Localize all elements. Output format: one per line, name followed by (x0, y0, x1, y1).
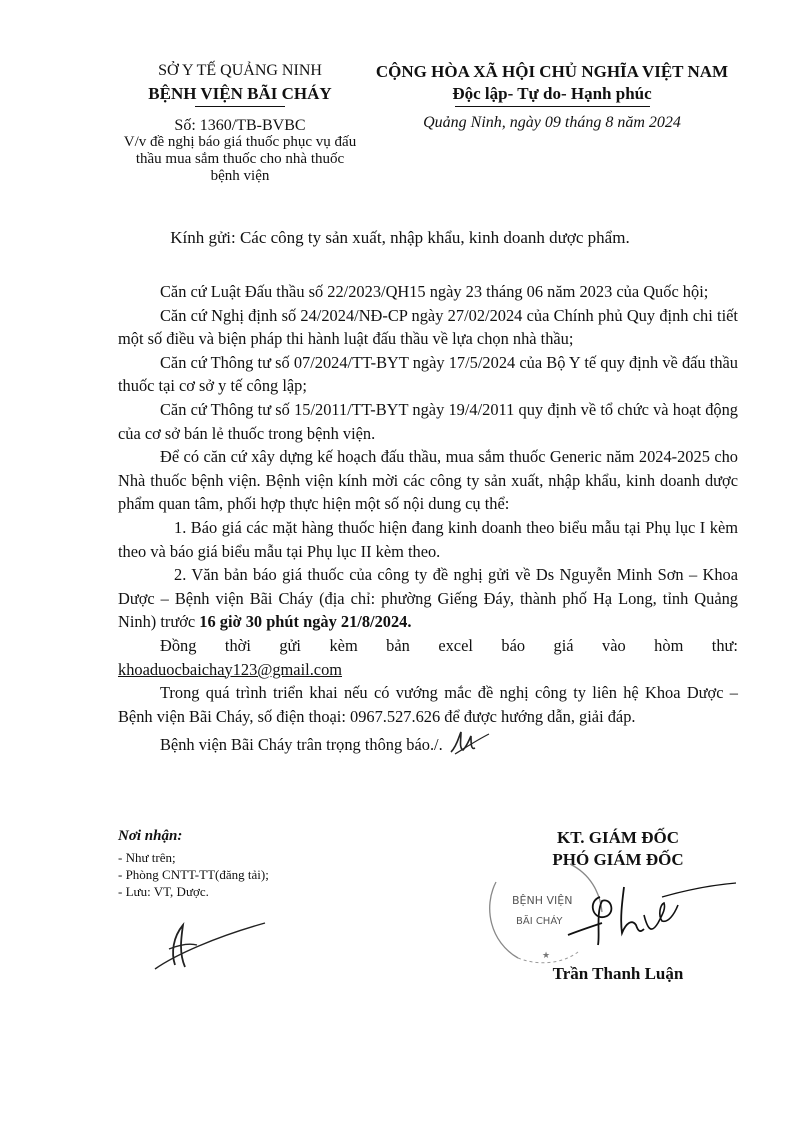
item-1: 1. Báo giá các mặt hàng thuốc hiện đang kinh doanh theo biểu mẫu tại Phụ lục I kèm theo và báo giá biểu mẫu tại Phụ lục II kèm theo. (118, 517, 738, 561)
recipients-title: Nơi nhận: (118, 828, 183, 844)
document-subject: V/v đề nghị báo giá thuốc phục vụ đấu thầu mua sắm thuốc cho nhà thuốc bệnh viện (123, 134, 357, 184)
stamp-line-2: BÃI CHÁY (516, 916, 563, 927)
email-link[interactable]: khoaduocbaichay123@gmail.com (118, 659, 343, 679)
email-intro: Đồng thời gửi kèm bản excel báo giá vào hòm thư: (160, 635, 738, 655)
paragraph-circular-07: Căn cứ Thông tư số 07/2024/TT-BYT ngày 17/5/2024 của Bộ Y tế quy định về đấu thầu thuốc tại cơ sở y tế công lập; (118, 352, 738, 396)
email-line (118, 658, 738, 682)
paragraph-closing (118, 728, 738, 758)
closing-text: Bệnh viện Bãi Cháy trân trọng thông báo./. (160, 735, 443, 755)
signature-title-2: PHÓ GIÁM ĐỐC (552, 850, 684, 869)
stamp-line-1: BỆNH VIỆN (512, 894, 573, 907)
document-body (118, 280, 738, 758)
hospital-name: BỆNH VIỆN BÃI CHÁY (148, 84, 332, 103)
motto: Độc lập- Tự do- Hạnh phúc (452, 84, 652, 103)
paragraph-decree: Căn cứ Nghị định số 24/2024/NĐ-CP ngày 27/02/2024 của Chính phủ Quy định chi tiết một số điều và biện pháp thi hành luật đấu thầu về lựa chọn nhà thầu; (118, 305, 738, 349)
document-number: Số: 1360/TB-BVBC (174, 117, 306, 134)
signature-title-1: KT. GIÁM ĐỐC (557, 828, 679, 847)
deadline: 16 giờ 30 phút ngày 21/8/2024. (199, 612, 412, 632)
handwritten-initial (145, 915, 275, 975)
hospital-underline (195, 106, 285, 107)
paragraph-purpose: Để có căn cứ xây dựng kế hoạch đấu thầu, mua sắm thuốc Generic năm 2024-2025 cho Nhà thuốc bệnh viện. Bệnh viện kính mời các công ty sản xuất, nhập khẩu, kinh doanh dược phẩm quan tâm, phối hợp thực hiện một số nội dung cụ thể: (118, 447, 738, 514)
issue-date: Quảng Ninh, ngày 09 tháng 8 năm 2024 (423, 114, 681, 131)
item-2 (118, 563, 738, 634)
paragraph-contact: Trong quá trình triển khai nếu có vướng mắc đề nghị công ty liên hệ Khoa Dược – Bệnh viện Bãi Cháy, số điện thoại: 0967.527.626 để được hướng dẫn, giải đáp. (118, 683, 738, 726)
paragraph-circular-15: Căn cứ Thông tư số 15/2011/TT-BYT ngày 19/4/2011 quy định về tổ chức và hoạt động của cơ sở bán lẻ thuốc trong bệnh viện. (118, 399, 738, 443)
recipient-line: Kính gửi: Các công ty sản xuất, nhập khẩu, kinh doanh dược phẩm. (170, 228, 630, 247)
item-2-text: 2. Văn bản báo giá thuốc của công ty đề nghị gửi về Ds Nguyễn Minh Sơn – Khoa Dược – Bệnh viện Bãi Cháy (địa chỉ: phường Giếng Đáy, thành phố Hạ Long, tỉnh Quảng Ninh) trước (118, 565, 738, 632)
nation-title: CỘNG HÒA XÃ HỘI CHỦ NGHĨA VIỆT NAM (375, 62, 729, 81)
motto-underline (455, 106, 650, 107)
stamp-star-icon: ★ (542, 950, 551, 960)
recipient-item: - Phòng CNTT-TT(đăng tải); (118, 867, 269, 882)
signer-name: Trần Thanh Luận (552, 964, 684, 983)
signature-scribble (540, 875, 740, 955)
agency-name: SỞ Y TẾ QUẢNG NINH (158, 62, 322, 79)
recipient-item: - Như trên; (118, 850, 176, 865)
initial-mark (447, 728, 491, 758)
paragraph-law: Căn cứ Luật Đấu thầu số 22/2023/QH15 ngày 23 tháng 06 năm 2023 của Quốc hội; (160, 282, 709, 301)
recipient-item: - Lưu: VT, Dược. (118, 884, 209, 899)
